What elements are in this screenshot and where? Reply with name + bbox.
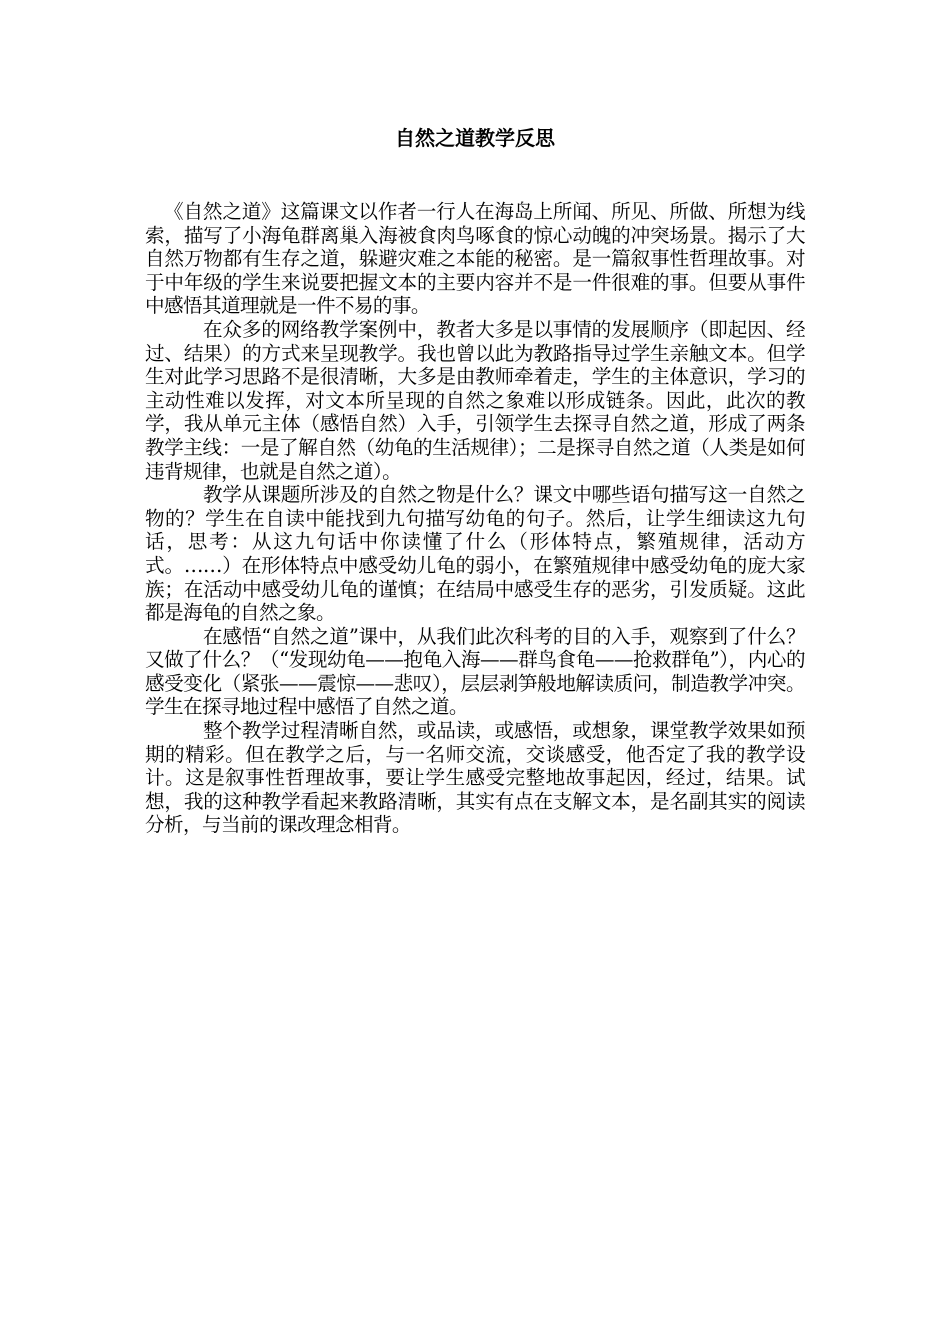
paragraph-4: 在感悟“自然之道”课中，从我们此次科考的目的入手，观察到了什么？又做了什么？（“发现幼龟——抱龟入海——群鸟食龟——抢救群龟”），内心的感受变化（紧张——震惊——悲叹），层层剥笋般地解读质问，制造教学冲突。学生在探寻地过程中感悟了自然之道。 — [145, 624, 805, 719]
document-body — [145, 200, 805, 837]
paragraph-1: 《自然之道》这篇课文以作者一行人在海岛上所闻、所见、所做、所想为线索，描写了小海龟群离巢入海被食肉鸟啄食的惊心动魄的冲突场景。揭示了大自然万物都有生存之道，躲避灾难之本能的秘密。是一篇叙事性哲理故事。对于中年级的学生来说要把握文本的主要内容并不是一件很难的事。但要从事件中感悟其道理就是一件不易的事。 — [145, 200, 805, 318]
paragraph-2: 在众多的网络教学案例中，教者大多是以事情的发展顺序（即起因、经过、结果）的方式来呈现教学。我也曾以此为教路指导过学生亲触文本。但学生对此学习思路不是很清晰，大多是由教师牵着走，学生的主体意识，学习的主动性难以发挥，对文本所呈现的自然之象难以形成链条。因此，此次的教学，我从单元主体（感悟自然）入手，引领学生去探寻自然之道，形成了两条教学主线：一是了解自然（幼龟的生活规律）；二是探寻自然之道（人类是如何违背规律，也就是自然之道）。 — [145, 317, 805, 483]
paragraph-5: 整个教学过程清晰自然，或品读，或感悟，或想象，课堂教学效果如预期的精彩。但在教学之后，与一名师交流，交谈感受，他否定了我的教学设计。这是叙事性哲理故事，要让学生感受完整地故事起因，经过，结果。试想，我的这种教学看起来教路清晰，其实有点在支解文本，是名副其实的阅读分析，与当前的课改理念相背。 — [145, 719, 805, 837]
paragraph-3: 教学从课题所涉及的自然之物是什么？课文中哪些语句描写这一自然之物的？学生在自读中能找到九句描写幼龟的句子。然后，让学生细读这九句话，思考：从这九句话中你读懂了什么（形体特点，繁殖规律，活动方式。……）在形体特点中感受幼儿龟的弱小，在繁殖规律中感受幼龟的庞大家族；在活动中感受幼儿龟的谨慎；在结局中感受生存的恶劣，引发质疑。这此都是海龟的自然之象。 — [145, 483, 805, 625]
document-title: 自然之道教学反思 — [395, 126, 555, 150]
